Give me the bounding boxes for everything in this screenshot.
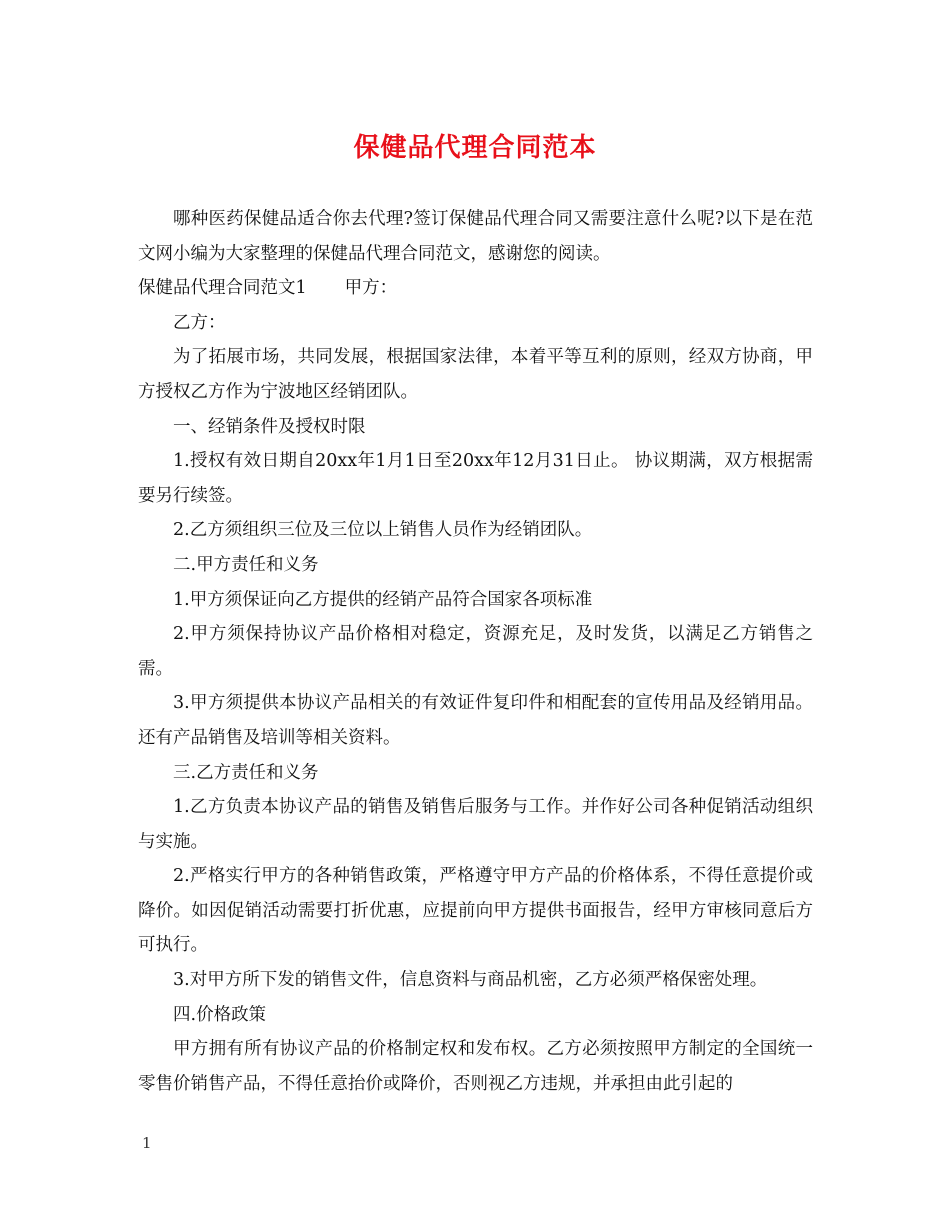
section-2-item: 2.甲方须保持协议产品价格相对稳定，资源充足，及时发货，以满足乙方销售之需。	[138, 624, 813, 679]
section-4-paragraph: 甲方拥有所有协议产品的价格制定权和发布权。乙方必须按照甲方制定的全国统一零售价销售产品，不得任意抬价或降价，否则视乙方违规，并承担由此引起的	[138, 1039, 813, 1094]
section-3-item: 3.对甲方所下发的销售文件，信息资料与商品机密，乙方必须严格保密处理。	[173, 970, 768, 991]
document-title: 保健品代理合同范本	[353, 133, 597, 163]
section-3-item: 1.乙方负责本协议产品的销售及销售后服务与工作。并作好公司各种促销活动组织与实施。	[138, 797, 813, 852]
document-body	[138, 202, 813, 1101]
party-b-label: 乙方：	[173, 312, 226, 333]
sample-label: 保健品代理合同范文1	[138, 278, 307, 299]
section-3-item: 2.严格实行甲方的各种销售政策，严格遵守甲方产品的价格体系，不得任意提价或降价。如因促销活动需要打折优惠，应提前向甲方提供书面报告，经甲方审核同意后方可执行。	[138, 866, 813, 956]
section-2-item: 1.甲方须保证向乙方提供的经销产品符合国家各项标准	[173, 589, 593, 610]
intro-paragraph: 哪种医药保健品适合你去代理?签订保健品代理合同又需要注意什么呢?以下是在范文网小编为大家整理的保健品代理合同范文，感谢您的阅读。	[138, 209, 813, 264]
section-1-heading: 一、经销条件及授权时限	[173, 416, 366, 437]
sample-line	[138, 271, 813, 306]
section-4-heading: 四.价格政策	[173, 1004, 267, 1025]
section-2-item: 3.甲方须提供本协议产品相关的有效证件复印件和相配套的宣传用品及经销用品。还有产品销售及培训等相关资料。	[138, 693, 813, 748]
preamble-paragraph: 为了拓展市场，共同发展，根据国家法律，本着平等互利的原则，经双方协商，甲方授权乙方作为宁波地区经销团队。	[138, 347, 813, 402]
section-3-heading: 三.乙方责任和义务	[173, 762, 319, 783]
page-number: 1	[142, 1134, 152, 1152]
section-1-item: 1.授权有效日期自20xx年1月1日至20xx年12月31日止。 协议期满，双方根据需要另行续签。	[138, 451, 813, 506]
party-a-label: 甲方：	[344, 278, 398, 299]
section-1-item: 2.乙方须组织三位及三位以上销售人员作为经销团队。	[173, 520, 593, 541]
section-2-heading: 二.甲方责任和义务	[173, 554, 319, 575]
